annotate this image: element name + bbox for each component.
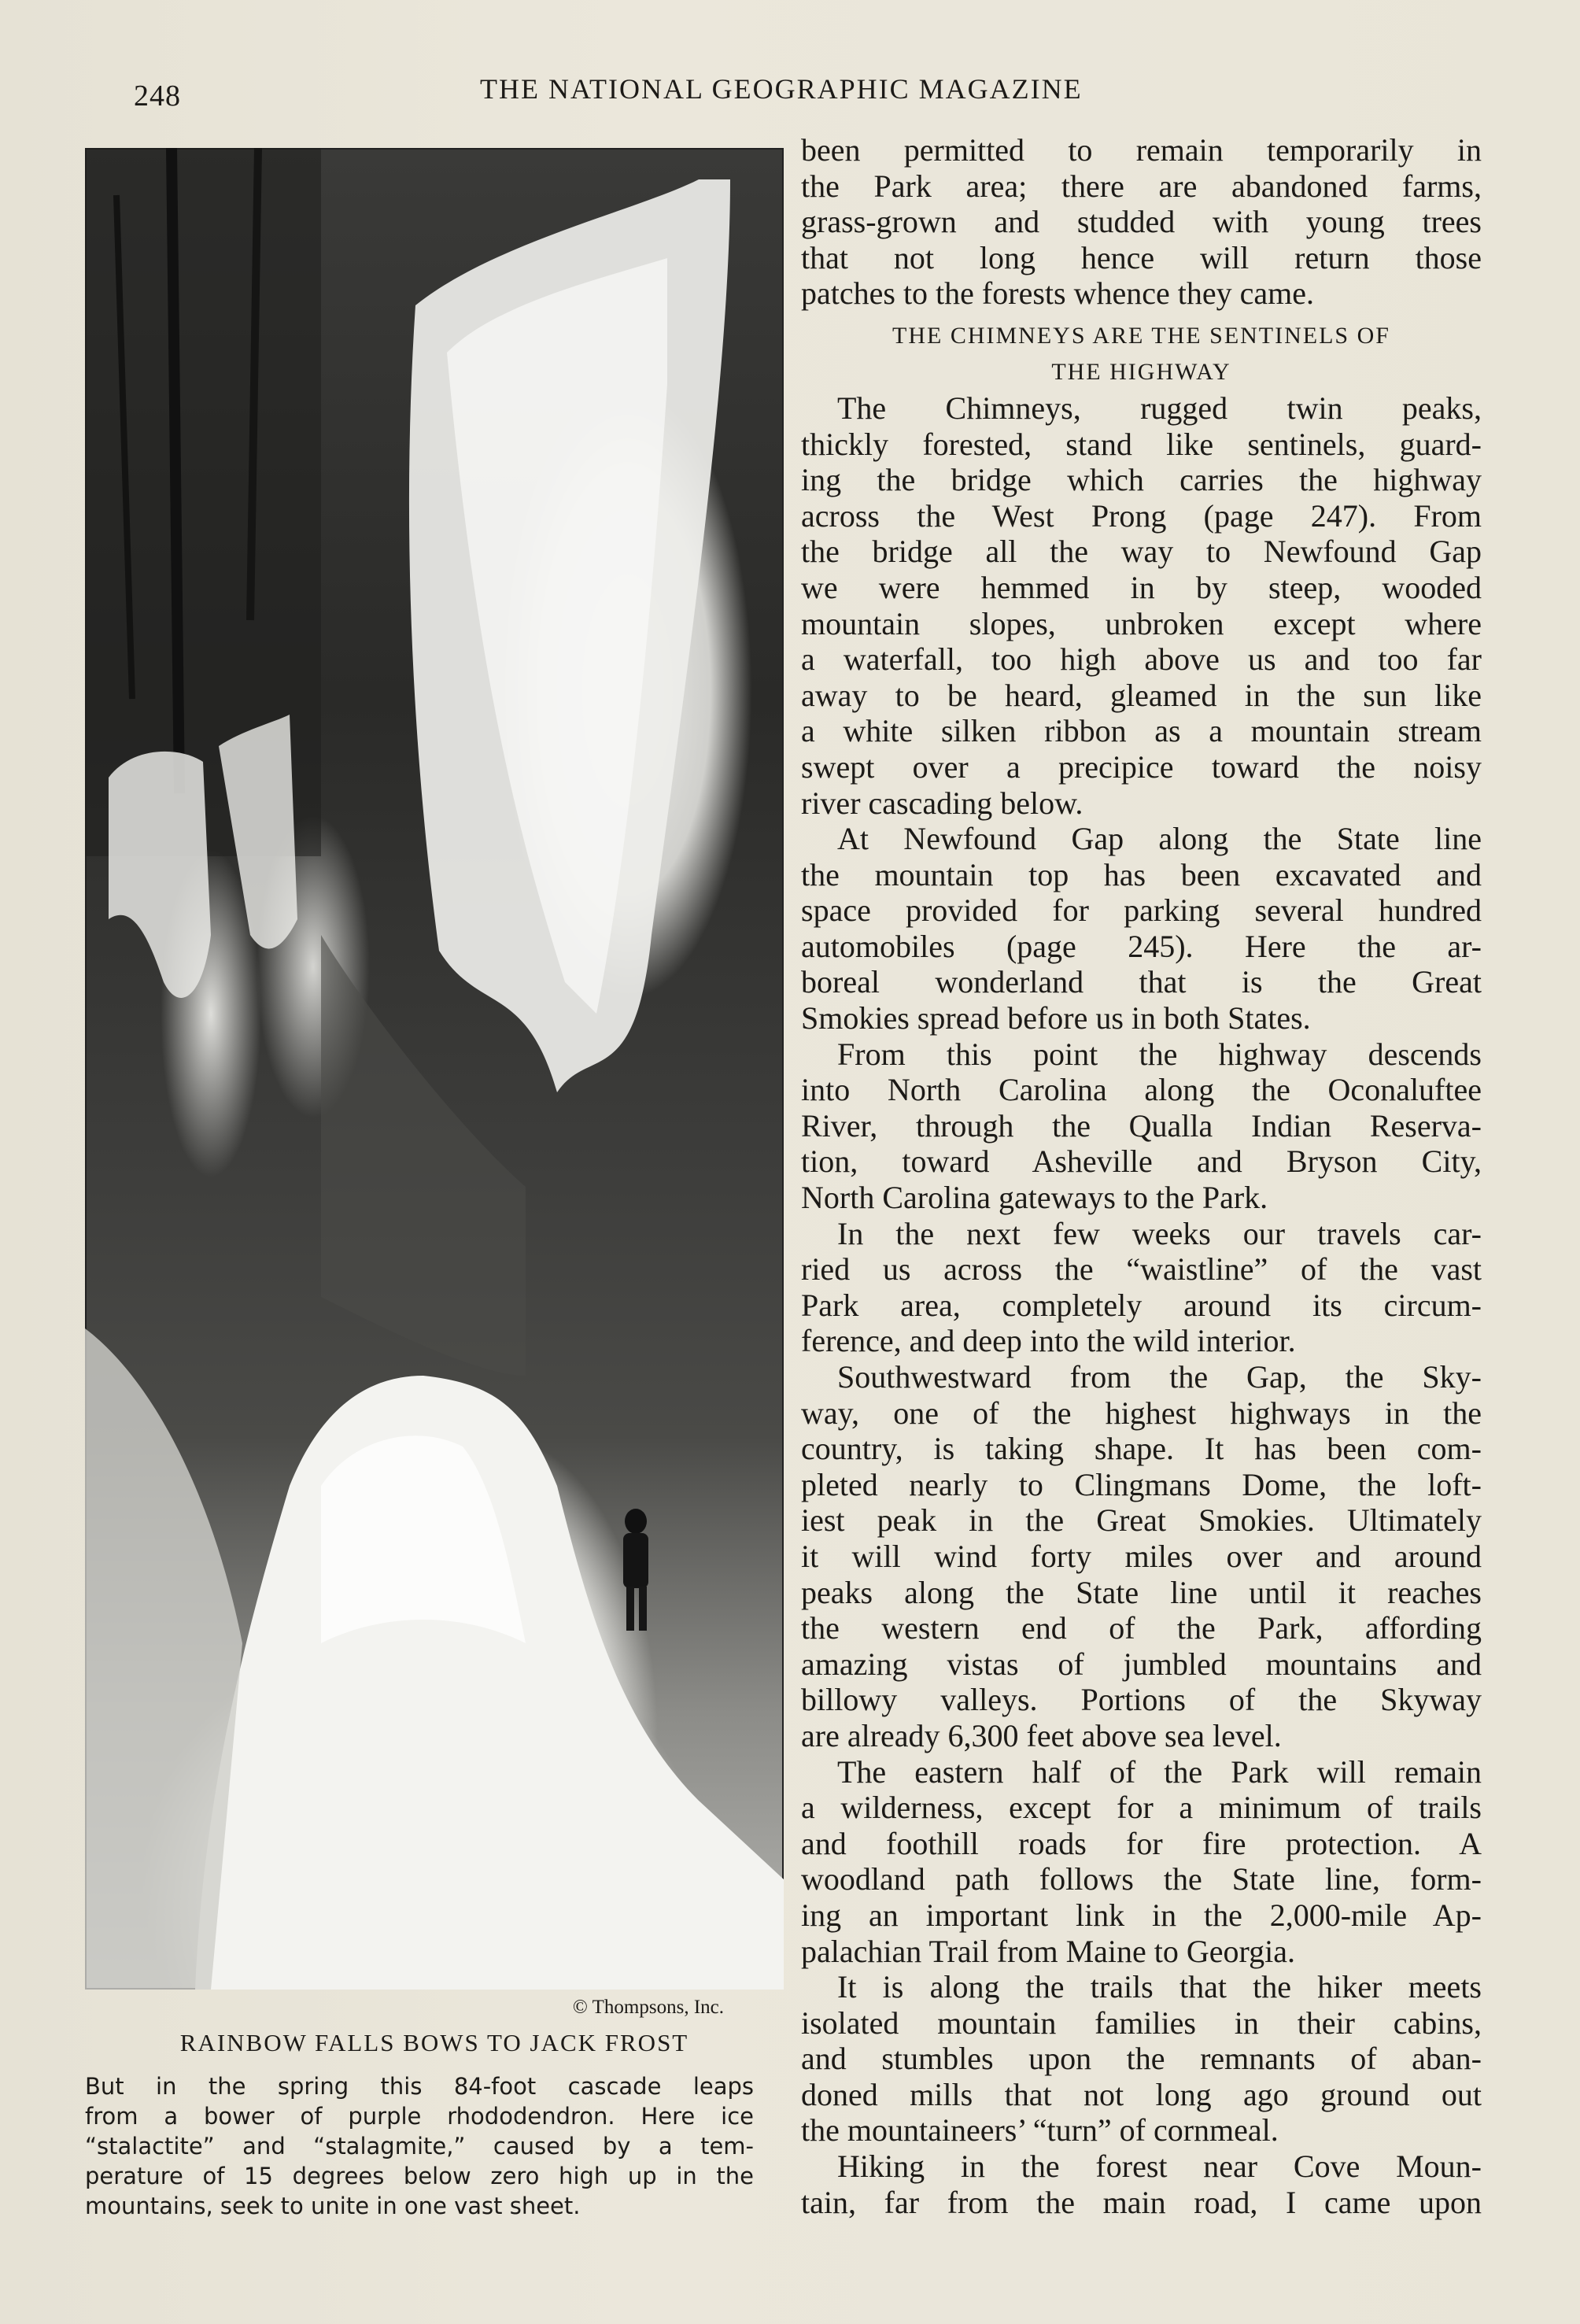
body-line: away to be heard, gleamed in the sun like bbox=[801, 677, 1482, 713]
body-column bbox=[801, 132, 1482, 2220]
body-line: the Park area; there are abandoned farms, bbox=[801, 168, 1482, 204]
body-line: In the next few weeks our travels car- bbox=[837, 1215, 1482, 1251]
body-line: are already 6,300 feet above sea level. bbox=[801, 1717, 1282, 1753]
body-line: a white silken ribbon as a mountain stream bbox=[801, 713, 1482, 749]
body-line: amazing vistas of jumbled mountains and bbox=[801, 1646, 1482, 1682]
caption-body bbox=[85, 2071, 754, 2221]
body-line: River, through the Qualla Indian Reserva- bbox=[801, 1107, 1482, 1144]
body-line: ing the bridge which carries the highway bbox=[801, 462, 1482, 498]
body-line: mountain slopes, unbroken except where bbox=[801, 605, 1482, 641]
body-line: a waterfall, too high above us and too far bbox=[801, 641, 1482, 678]
body-line: the bridge all the way to Newfound Gap bbox=[801, 534, 1482, 570]
body-line: ference, and deep into the wild interior. bbox=[801, 1323, 1296, 1359]
body-line: across the West Prong (page 247). From bbox=[801, 497, 1482, 534]
body-line: At Newfound Gap along the State line bbox=[837, 821, 1482, 857]
body-line: we were hemmed in by steep, wooded bbox=[801, 569, 1482, 605]
body-line: tain, far from the main road, I came upon bbox=[801, 2184, 1482, 2220]
body-line: into North Carolina along the Oconaluftee bbox=[801, 1072, 1482, 1108]
body-line: swept over a precipice toward the noisy bbox=[801, 748, 1482, 785]
body-line: Hiking in the forest near Cove Moun- bbox=[837, 2148, 1482, 2185]
body-line: automobiles (page 245). Here the ar- bbox=[801, 928, 1482, 964]
body-line: Park area, completely around its circum- bbox=[801, 1287, 1482, 1323]
body-line: palachian Trail from Maine to Georgia. bbox=[801, 1933, 1296, 1969]
body-line: boreal wonderland that is the Great bbox=[801, 964, 1482, 1000]
caption-line: mountains, seek to unite in one vast sheet. bbox=[85, 2193, 581, 2219]
body-line: a wilderness, except for a minimum of trails bbox=[801, 1790, 1482, 1826]
waterfall-photo bbox=[85, 148, 784, 1990]
body-line: space provided for parking several hundred bbox=[801, 892, 1482, 929]
body-line: isolated mountain families in their cabins, bbox=[801, 2004, 1482, 2041]
body-line: and foothill roads for fire protection. A bbox=[801, 1825, 1482, 1861]
body-line: It is along the trails that the hiker meets bbox=[837, 1969, 1482, 2005]
body-line: grass-grown and studded with young trees bbox=[801, 204, 1482, 240]
body-line: The eastern half of the Park will remain bbox=[837, 1753, 1482, 1790]
caption-line: But in the spring this 84-foot cascade leaps bbox=[85, 2073, 754, 2100]
body-line: Smokies spread before us in both States. bbox=[801, 1000, 1311, 1036]
body-line: the western end of the Park, affording bbox=[801, 1610, 1482, 1646]
body-line: river cascading below. bbox=[801, 785, 1083, 821]
body-line: ing an important link in the 2,000-mile Ap- bbox=[801, 1897, 1482, 1933]
frozen-waterfall-illustration bbox=[85, 148, 784, 1990]
body-line: woodland path follows the State line, form- bbox=[801, 1861, 1482, 1897]
body-line: the mountaineers’ “turn” of cornmeal. bbox=[801, 2112, 1279, 2148]
body-line: peaks along the State line until it reaches bbox=[801, 1574, 1482, 1610]
body-line: From this point the highway descends bbox=[837, 1036, 1482, 1072]
photo-credit: © Thompsons, Inc. bbox=[572, 1997, 724, 2018]
body-line: been permitted to remain temporarily in bbox=[801, 132, 1482, 168]
caption-line: “stalactite” and “stalagmite,” caused by a tem- bbox=[85, 2133, 754, 2160]
caption-line: from a bower of purple rhododendron. Here ice bbox=[85, 2103, 754, 2130]
caption-line: perature of 15 degrees below zero high up in the bbox=[85, 2163, 754, 2189]
section-heading: THE CHIMNEYS ARE THE SENTINELS OF bbox=[892, 322, 1390, 349]
caption-title: RAINBOW FALLS BOWS TO JACK FROST bbox=[179, 2029, 689, 2056]
body-line: iest peak in the Great Smokies. Ultimately bbox=[801, 1502, 1482, 1539]
body-line: patches to the forests whence they came. bbox=[801, 275, 1314, 312]
body-line: that not long hence will return those bbox=[801, 239, 1482, 275]
body-line: thickly forested, stand like sentinels, guard- bbox=[801, 426, 1482, 462]
body-line: the mountain top has been excavated and bbox=[801, 856, 1482, 892]
body-line: tion, toward Asheville and Bryson City, bbox=[801, 1144, 1482, 1180]
body-line: The Chimneys, rugged twin peaks, bbox=[837, 390, 1482, 426]
section-heading: THE HIGHWAY bbox=[1051, 358, 1231, 385]
body-line: billowy valleys. Portions of the Skyway bbox=[801, 1682, 1482, 1718]
body-line: doned mills that not long ago ground out bbox=[801, 2076, 1482, 2112]
body-line: Southwestward from the Gap, the Sky- bbox=[837, 1359, 1482, 1395]
body-line: North Carolina gateways to the Park. bbox=[801, 1180, 1268, 1216]
body-line: ried us across the “waistline” of the vast bbox=[801, 1251, 1482, 1288]
page-number: 248 bbox=[134, 79, 181, 113]
body-line: way, one of the highest highways in the bbox=[801, 1395, 1482, 1431]
body-line: it will wind forty miles over and around bbox=[801, 1538, 1482, 1574]
body-line: and stumbles upon the remnants of aban- bbox=[801, 2041, 1482, 2077]
running-head: THE NATIONAL GEOGRAPHIC MAGAZINE bbox=[480, 73, 1083, 105]
body-line: pleted nearly to Clingmans Dome, the loft- bbox=[801, 1466, 1482, 1502]
body-line: country, is taking shape. It has been com- bbox=[801, 1431, 1482, 1467]
